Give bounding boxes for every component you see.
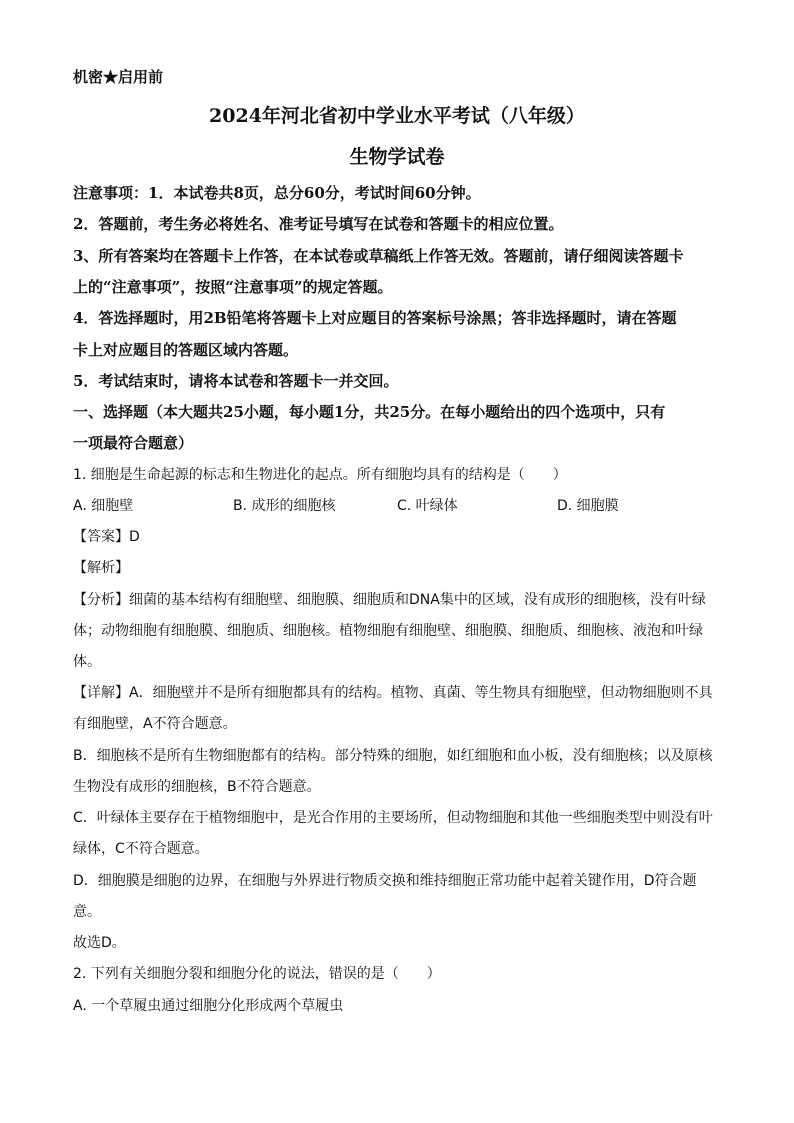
option-a: A. 一个草履虫通过细胞分化形成两个草履虫: [73, 998, 344, 1014]
page-title: 2024年河北省初中学业水平考试（八年级）: [209, 105, 585, 127]
analysis-label: 【解析】: [73, 560, 129, 576]
section-heading: 一、选择题（本大题共25小题，每小题1分，共25分。在每小题给出的四个选项中，只有: [73, 403, 666, 421]
answer-line: 【答案】D: [73, 529, 140, 545]
notice-line: 注意事项：1．本试卷共8页，总分60分，考试时间60分钟。: [73, 184, 481, 202]
explanation-line: C．叶绿体主要存在于植物细胞中，是光合作用的主要场所，但动物细胞和其他一些细胞类型中则没有叶: [73, 810, 713, 826]
option-b: B. 成形的细胞核: [233, 498, 336, 514]
explanation-line: 【分析】细菌的基本结构有细胞壁、细胞膜、细胞质和DNA集中的区域，没有成形的细胞核，没有叶绿: [73, 592, 706, 608]
question-stem: 1. 细胞是生命起源的标志和生物进化的起点。所有细胞均具有的结构是（ ）: [73, 467, 567, 483]
notice-line: 5．考试结束时，请将本试卷和答题卡一并交回。: [73, 372, 399, 390]
explanation-line: 体。: [73, 654, 101, 670]
explanation-line: 绿体，C不符合题意。: [73, 841, 209, 857]
notice-line: 卡上对应题目的答题区域内答题。: [73, 341, 299, 359]
explanation-line: 体；动物细胞有细胞膜、细胞质、细胞核。植物细胞有细胞壁、细胞膜、细胞质、细胞核、液泡和叶绿: [73, 623, 703, 639]
notice-line: 4．答选择题时，用2B铅笔将答题卡上对应题目的答案标号涂黑；答非选择题时，请在答题: [73, 309, 677, 327]
explanation-line: 故选D。: [73, 935, 126, 951]
option-d: D. 细胞膜: [557, 498, 619, 514]
explanation-line: 生物没有成形的细胞核，B不符合题意。: [73, 779, 321, 795]
option-a: A. 细胞壁: [73, 498, 134, 514]
explanation-line: B．细胞核不是所有生物细胞都有的结构。部分特殊的细胞，如红细胞和血小板，没有细胞核；以及原核: [73, 748, 713, 764]
explanation-line: 意。: [73, 904, 101, 920]
section-heading: 一项最符合题意）: [73, 434, 194, 452]
notice-line: 2．答题前，考生务必将姓名、准考证号填写在试卷和答题卡的相应位置。: [73, 215, 564, 233]
page-subtitle: 生物学试卷: [349, 146, 445, 168]
secret-mark: 机密★启用前: [73, 68, 164, 86]
question-stem: 2. 下列有关细胞分裂和细胞分化的说法，错误的是（ ）: [73, 966, 441, 982]
explanation-line: 【详解】A．细胞壁并不是所有细胞都具有的结构。植物、真菌、等生物具有细胞壁，但动物细胞则不具: [73, 685, 713, 701]
notice-line: 上的“注意事项”，按照“注意事项”的规定答题。: [73, 278, 393, 296]
option-c: C. 叶绿体: [397, 498, 458, 514]
explanation-line: D．细胞膜是细胞的边界，在细胞与外界进行物质交换和维持细胞正常功能中起着关键作用，D符合题: [73, 873, 697, 889]
notice-line: 3、所有答案均在答题卡上作答，在本试卷或草稿纸上作答无效。答题前，请仔细阅读答题卡: [73, 247, 684, 265]
explanation-line: 有细胞壁，A不符合题意。: [73, 716, 237, 732]
